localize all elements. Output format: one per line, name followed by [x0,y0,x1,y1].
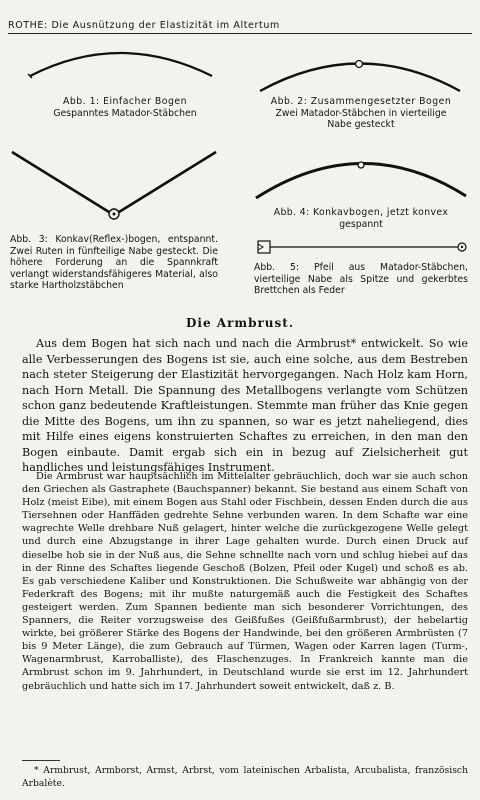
figure-4-caption-line-2: gespannt [339,218,383,230]
running-header: ROTHE: Die Ausnützung der Elastizität im Altertum [8,20,472,34]
figure-2-caption-line-2: Zwei Matador-Stäbchen in vierteilige [275,107,447,119]
figure-1-caption-title: Abb. 1: Einfacher Bogen [63,96,187,107]
figure-5-fletching [258,241,270,253]
footnote: * Armbrust, Armborst, Armst, Arbrst, vom lateinischen Arbalista, Arcubalista, französisch Arbalète. [22,765,468,789]
section-title: Die Armbrust. [185,316,295,330]
figure-2-caption-line-3: Nabe gesteckt [327,119,395,130]
figure-3-caption: Abb. 3: Konkav(Reflex-)bogen, entspannt. Zwei Ruten in fünfteilige Nabe gesteckt. Die höhere Forderung an die Spannkraft verlangt widerstandsfähigeres Material, also starke Hartholzstäbchen [10,234,218,291]
body-paragraph-2: Die Armbrust war hauptsächlich im Mittelalter gebräuchlich, doch war sie auch schon den Griechen als Gastraphete (Bauchspanner) bekannt. Sie bestand aus einem Schaft von Holz (meist Eibe), mit einem Bogen aus Stahl oder Fischbein, dessen Enden durch die aus Tiersehnen oder Hanffäden gedrehte Sehne verbunden waren. In dem Schafte war eine wagrechte Welle drehbare Nuß gelagert, hinter welche die zurückgezogene Welle gelegt und durch eine Abzugstange in ihrer Lage gehalten wurde. Durch einen Druck auf dieselbe hob sie in der Nuß aus, die Sehne schnellte nach vorn und schlug hiebei auf das in der Rinne des Schaftes liegende Geschoß (Bolzen, Pfeil oder Kugel) und schoß es ab. Es gab verschiedene Kaliber und Konstruktionen. Die Schußweite war abhängig von der Federkraft des Bogens; mit ihr mußte naturgemäß auch die Festigkeit des Schaftes gesteigert werden. Zum Spannen bediente man sich besonderer Vorrichtungen, des Spanners, die Reiter vorzugsweise des Geißfußes (Geißfußarmbrust), der hebelartig wirkte, bei größerer Stärke des Bogens der Handwinde, bei den größeren Armbrüsten (7 bis 9 Meter Länge), die zum Gebrauch auf Türmen, Wagen oder Karren lagen (Turm-, Wagenarmbrust, Karroballiste), des Flaschenzuges. In Frankreich kannte man die Armbrust schon im 9. Jahrhundert, in Deutschland wurde sie erst im 12. Jahrhundert gebräuchlich und hatte sich im 17. Jahrhundert soweit entwickelt, daß z. B. [22,471,468,692]
figure-4-caption-title: Abb. 4: Konkavbogen, jetzt konvex [273,207,449,218]
body-paragraph-1: Aus dem Bogen hat sich nach und nach die Armbrust* entwickelt. So wie alle Verbesserungen des Bogens ist sie, auch eine solche, aus dem Bestreben nach steter Steigerung der Elastizität hervorgegangen. Nach Holz kam Horn, nach Horn Metall. Die Spannung des Metallbogens verlangte vom Schützen schon ganz bedeutende Kraftleistungen. Stemmte man früher das Knie gegen die Mitte des Bogens, um ihn zu spannen, so war es jetzt naheliegend, dies mit Hilfe eines eigens konstruierten Schaftes zu erreichen, in den man den Bogen einbaute. Damit ergab sich ein in bezug auf Zielsicherheit gut handliches und leistungsfähiges Instrument. [22,337,468,474]
footnote-rule [22,760,60,761]
figure-2-caption-title: Abb. 2: Zusammengesetzter Bogen [270,96,452,107]
figure-5-notch [258,244,263,250]
figure-5-tip-center [461,246,463,248]
figure-1-caption-subtitle: Gespanntes Matador-Stäbchen [53,107,197,119]
figure-5-caption: Abb. 5: Pfeil aus Matador-Stäbchen, vierteilige Nabe als Spitze und gekerbtes Brettchen als Feder [254,262,468,296]
